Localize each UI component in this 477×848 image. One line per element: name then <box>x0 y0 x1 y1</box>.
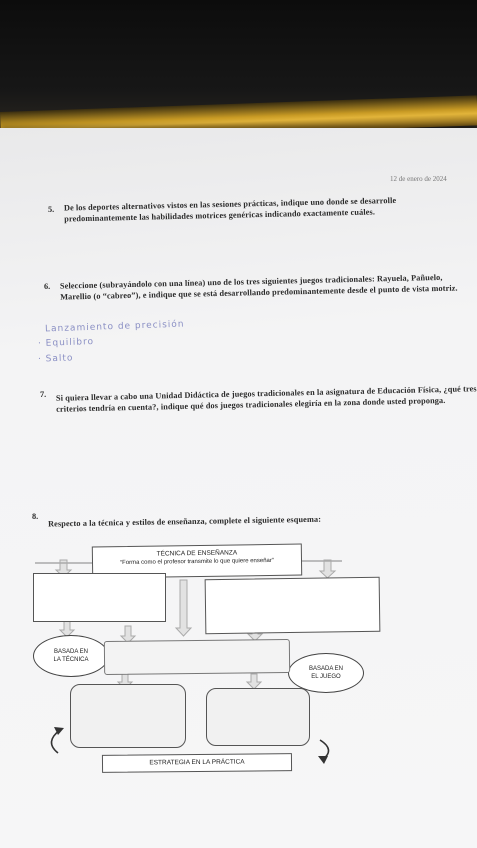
scheme-bottom-label: ESTRATEGIA EN LA PRÁCTICA <box>149 758 245 767</box>
scheme-bottom-label-box <box>102 753 292 773</box>
question-6-text: Seleccione (subrayándolo con una línea) uno de los tres siguientes juegos tradicionales: Rayuela, Pañuelo, Marellio (o “cabreo”), e indique que se está desarrollando predominantemente desde el punto de vista motriz. <box>59 272 458 302</box>
oval-basada-tecnica-label: BASADA EN LA TÉCNICA <box>53 649 89 663</box>
date-label: 12 de enero de 2024 <box>390 175 447 183</box>
handwritten-line-1: Lanzamiento de precisión <box>44 319 185 335</box>
scheme-answer-box-bottom-right[interactable] <box>206 688 310 746</box>
scheme-answer-box-left[interactable] <box>33 573 166 622</box>
question-7-text: Si quiera llevar a cabo una Unidad Didáctica de juegos tradicionales en la asignatura de Educación Física, ¿qué tres criterios tendría en cuenta?, indique qué dos juegos tradicionales elegiría en la zona donde usted proponga. <box>55 384 477 414</box>
scheme-center-box[interactable] <box>104 639 290 675</box>
question-7-number: 7. <box>40 390 47 399</box>
question-5-text: De los deportes alternativos vistos en las sesiones prácticas, indique uno donde se desarrolle predominantemente las habilidades motrices genéricas indicando exactamente cuáles. <box>63 195 397 224</box>
question-8-text: Respecto a la técnica y estilos de enseñanza, complete el siguiente esquema: <box>47 514 322 529</box>
scheme-subtitle: “Forma como el profesor transmite lo que quiere enseñar” <box>120 557 274 567</box>
oval-basada-juego-label: BASADA EN EL JUEGO <box>308 666 343 680</box>
scheme-answer-box-bottom-left[interactable] <box>70 684 186 748</box>
question-5-number: 5. <box>48 205 55 214</box>
oval-basada-tecnica <box>33 635 109 677</box>
question-6-number: 6. <box>44 282 51 291</box>
oval-basada-juego <box>288 653 364 693</box>
handwritten-line-3: · Salto <box>37 353 74 365</box>
question-8-number: 8. <box>32 512 39 521</box>
handwritten-line-2: · Equilibro <box>37 337 95 349</box>
scheme-answer-box-right[interactable] <box>205 577 381 634</box>
scheme-title: TÉCNICA DE ENSEÑANZA <box>156 549 238 558</box>
